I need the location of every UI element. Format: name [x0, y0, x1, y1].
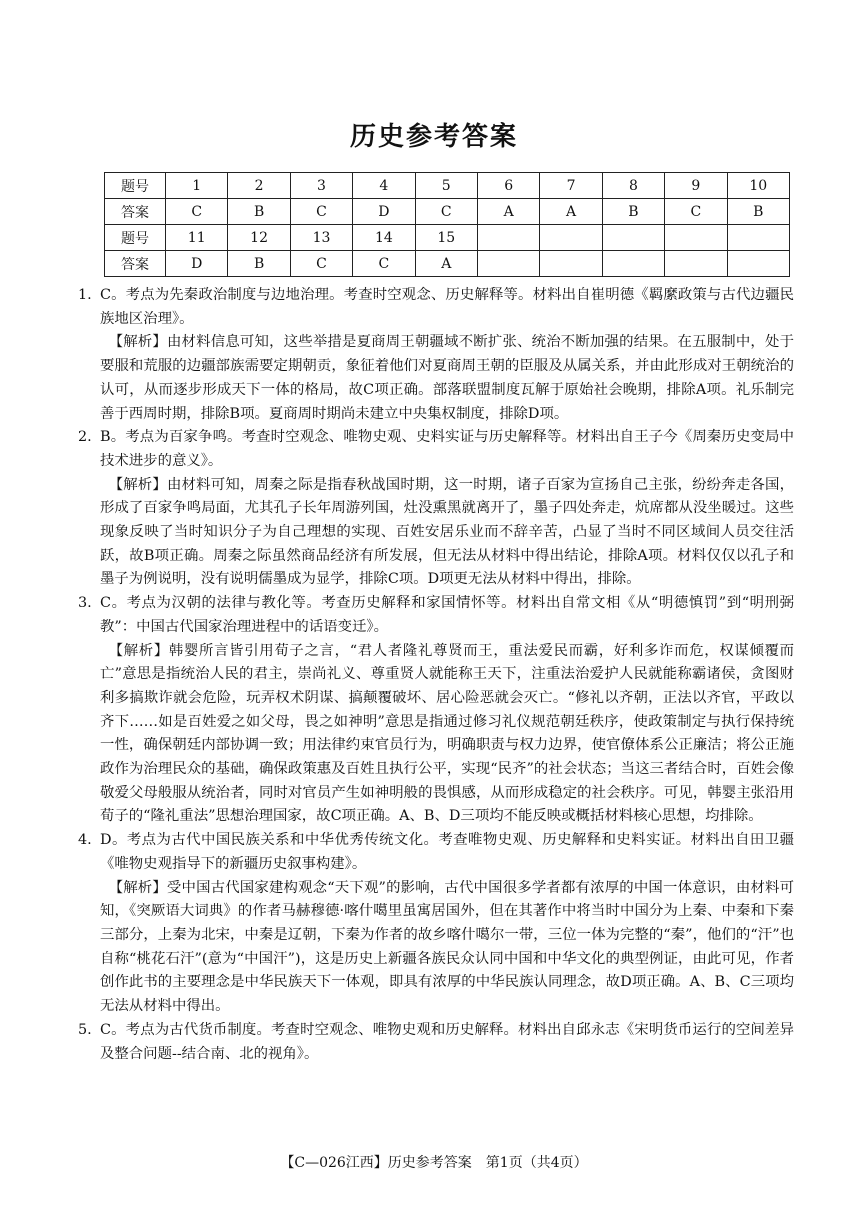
answer-table-row-header: 题号 — [105, 173, 166, 199]
answer-table-cell: C — [166, 199, 228, 225]
answer-table-cell: D — [353, 199, 415, 225]
answer-item-analysis: 【解析】由材料可知，周秦之际是指春秋战国时期，这一时期，诸子百家为宣扬自己主张，纷纷奔走各国，形成了百家争鸣局面，尤其孔子长年周游列国，灶没熏黑就离开了，墨子四处奔走，炕席都从没坐暖过。这些现象反映了当时知识分子为自己理想的实现、百姓安居乐业而不辞辛苦，凸显了当时不同区域间人员交往活跃，故B项正确。周秦之际虽然商品经济有所发展，但无法从材料中得出结论，排除A项。材料仅仅以孔子和墨子为例说明，没有说明儒墨成为显学，排除C项。D项更无法从材料中得出，排除。 — [100, 476, 794, 588]
answer-table-row-header: 答案 — [105, 251, 166, 277]
answer-table-cell: B — [228, 199, 290, 225]
page-title: 历史参考答案 — [349, 122, 518, 152]
answer-item-summary: D。考点为古代中国民族关系和中华优秀传统文化。考查唯物史观、历史解释和史料实证。材料出自田卫疆《唯物史观指导下的新疆历史叙事构建》。 — [100, 832, 794, 872]
answer-item-summary: C。考点为先秦政治制度与边地治理。考查时空观念、历史解释等。材料出自崔明德《羁縻政策与古代边疆民族地区治理》。 — [100, 287, 794, 327]
answer-table-cell: A — [540, 199, 602, 225]
answer-table-cell: 4 — [353, 173, 415, 199]
answer-table-row — [105, 251, 790, 277]
answer-table-cell: 7 — [540, 173, 602, 199]
answer-table-cell: A — [415, 251, 477, 277]
answer-table-cell: B — [228, 251, 290, 277]
answer-table-cell: 10 — [727, 173, 789, 199]
answer-table-cell — [602, 251, 664, 277]
answer-item-body — [100, 426, 794, 592]
answer-table-row-header: 题号 — [105, 225, 166, 251]
answer-item — [78, 592, 794, 829]
answer-table-cell: A — [477, 199, 539, 225]
answer-table-cell: C — [290, 199, 352, 225]
answer-table-cell — [665, 225, 727, 251]
answer-table-row — [105, 199, 790, 225]
answer-table-cell: 15 — [415, 225, 477, 251]
answer-table-cell — [540, 225, 602, 251]
answer-table-cell — [540, 251, 602, 277]
answer-item-summary: C。考点为汉朝的法律与教化等。考查历史解释和家国情怀等。材料出自常文相《从“明德慎罚”到“明刑弼教”：中国古代国家治理进程中的话语变迁》。 — [100, 595, 794, 635]
answer-item — [78, 426, 794, 592]
answer-table-cell: C — [665, 199, 727, 225]
answer-item-analysis: 【解析】受中国古代国家建构观念“天下观”的影响，古代中国很多学者都有浓厚的中国一体意识，由材料可知，《突厥语大词典》的作者马赫穆德·喀什噶里虽寓居国外，但在其著作中将当时中国分为上秦、中秦和下秦三部分，上秦为北宋，中秦是辽朝，下秦为作者的故乡喀什噶尔一带，三位一体为完整的“秦”，他们的“汗”也自称“桃花石汗”(意为“中国汗”)，这是历史上新疆各族民众认同中国和中华文化的典型例证，由此可见，作者创作此书的主要理念是中华民族天下一体观，即具有浓厚的中华民族认同理念，故D项正确。A、B、C三项均无法从材料中得出。 — [100, 879, 794, 1015]
page-footer: 【C—026江西】历史参考答案 第1页（共4页） — [280, 1155, 588, 1171]
answer-table-cell — [477, 225, 539, 251]
answer-table-cell: B — [602, 199, 664, 225]
answer-item — [78, 829, 794, 1019]
answer-table-cell — [665, 251, 727, 277]
answer-item-number: 1. — [78, 287, 92, 303]
answer-table-cell: 12 — [228, 225, 290, 251]
answer-table — [104, 172, 790, 277]
answer-table-cell: 9 — [665, 173, 727, 199]
answer-item-body — [100, 829, 794, 1019]
answer-item-number: 2. — [78, 429, 92, 446]
answer-table-row — [105, 225, 790, 251]
answer-table-row — [105, 173, 790, 199]
answer-table-cell: 14 — [353, 225, 415, 251]
answer-table-cell: 13 — [290, 225, 352, 251]
answer-table-cell: 8 — [602, 173, 664, 199]
answer-table-row-header: 答案 — [105, 199, 166, 225]
answer-item-number: 4. — [78, 832, 92, 849]
answer-table-cell: D — [166, 251, 228, 277]
answer-table-cell: C — [415, 199, 477, 225]
answer-table-cell — [477, 251, 539, 277]
answer-item — [78, 1019, 794, 1066]
answer-table-cell: 5 — [415, 173, 477, 199]
answer-item-body — [100, 1019, 794, 1066]
answer-table-cell — [602, 225, 664, 251]
answer-table-cell: C — [353, 251, 415, 277]
answer-table-cell: 1 — [166, 173, 228, 199]
answer-item-number: 3. — [78, 595, 92, 612]
answer-table-cell — [727, 251, 789, 277]
answer-table-cell: 3 — [290, 173, 352, 199]
answer-explanations — [78, 284, 794, 1066]
answer-table-cell: 2 — [228, 173, 290, 199]
answer-item-analysis: 【解析】韩婴所言皆引用荀子之言，“君人者隆礼尊贤而王，重法爱民而霸，好利多诈而危，权谋倾覆而亡”意思是指统治人民的君主，崇尚礼义、尊重贤人就能称王天下，注重法治爱护人民就能称霸诸侯，贪图财利多搞欺诈就会危险，玩弄权术阴谋、搞颠覆破坏、居心险恶就会灭亡。“修礼以齐朝，正法以齐官，平政以齐下……如是百姓爱之如父母，畏之如神明”意思是指通过修习礼仪规范朝廷秩序，使政策制定与执行保持统一性，确保朝廷内部协调一致；用法律约束官员行为，明确职责与权力边界，使官僚体系公正廉洁；将公正施政作为治理民众的基础，确保政策惠及百姓且执行公平，实现“民齐”的社会状态；当这三者结合时，百姓会像敬爱父母般服从统治者，同时对官员产生如神明般的畏惧感，从而形成稳定的社会秩序。可见，韩婴主张沿用荀子的“隆礼重法”思想治理国家，故C项正确。A、B、D三项均不能反映或概括材料核心思想，均排除。 — [100, 642, 794, 825]
answer-item-summary: B。考点为百家争鸣。考查时空观念、唯物史观、史料实证与历史解释等。材料出自王子今《周秦历史变局中技术进步的意义》。 — [100, 429, 794, 469]
answer-table-cell: B — [727, 199, 789, 225]
answer-table-cell: 6 — [477, 173, 539, 199]
answer-table-cell — [727, 225, 789, 251]
answer-table-cell: 11 — [166, 225, 228, 251]
answer-item-summary: C。考点为古代货币制度。考查时空观念、唯物史观和历史解释。材料出自邱永志《宋明货币运行的空间差异及整合问题--结合南、北的视角》。 — [100, 1021, 794, 1062]
answer-item — [78, 284, 794, 426]
answer-item-analysis: 【解析】由材料信息可知，这些举措是夏商周王朝疆域不断扩张、统治不断加强的结果。在五服制中，处于要服和荒服的边疆部族需要定期朝贡，象征着他们对夏商周王朝的臣服及从属关系，并由此形成对王朝统治的认可，从而逐步形成天下一体的格局，故C项正确。部落联盟制度瓦解于原始社会晚期，排除A项。礼乐制完善于西周时期，排除B项。夏商周时期尚未建立中央集权制度，排除D项。 — [100, 334, 794, 422]
answer-table-cell: C — [290, 251, 352, 277]
answer-item-body — [100, 592, 794, 829]
answer-item-number: 5. — [78, 1021, 92, 1038]
answer-item-body — [100, 284, 794, 426]
